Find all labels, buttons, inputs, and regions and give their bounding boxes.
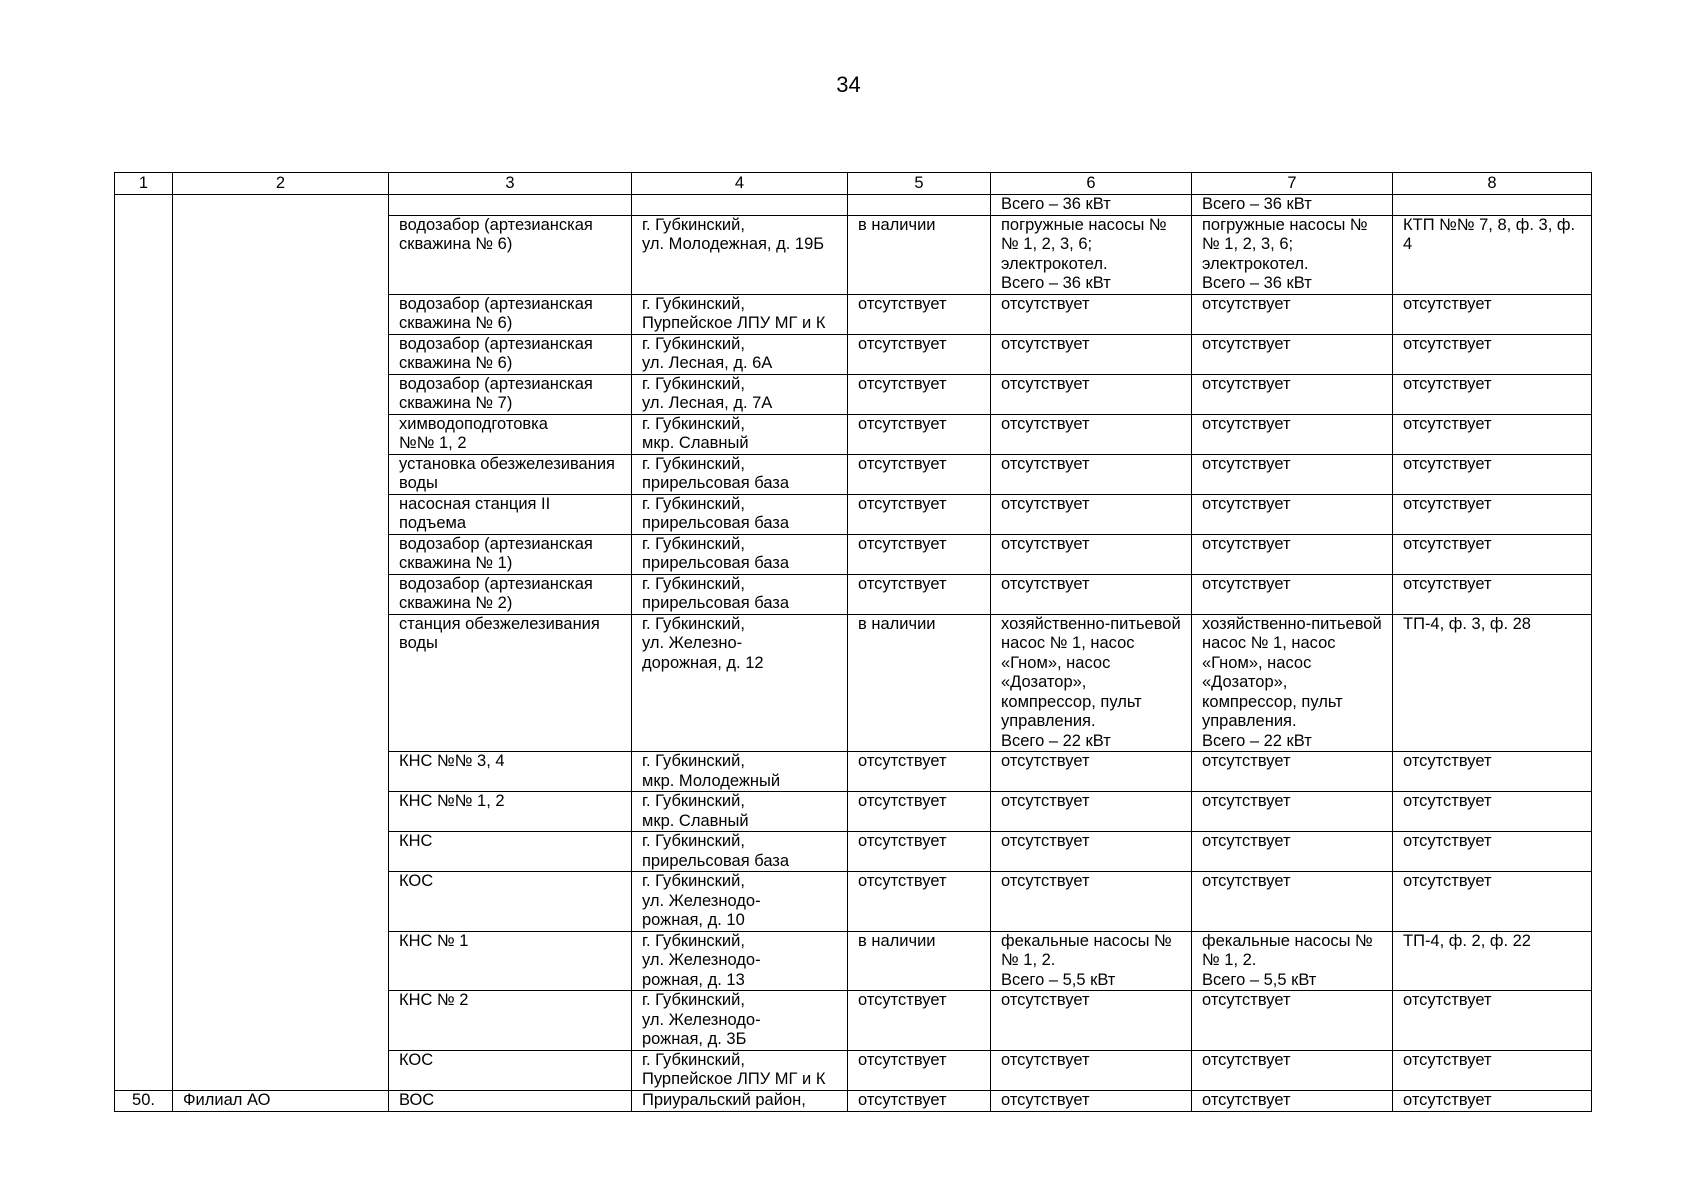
table-cell-c5: отсутствует bbox=[848, 574, 991, 614]
table-cell-c6: Всего – 36 кВт bbox=[991, 195, 1192, 216]
table-cell-c7: отсутствует bbox=[1192, 872, 1393, 932]
table-cell-c8: отсутствует bbox=[1393, 752, 1592, 792]
table-cell-c7: отсутствует bbox=[1192, 334, 1393, 374]
table-cell-c3: насосная станция II подъема bbox=[389, 494, 632, 534]
table-cell-c3: водозабор (артезианская скважина № 7) bbox=[389, 374, 632, 414]
table-cell-c5: отсутствует bbox=[848, 872, 991, 932]
table-cell-c7: отсутствует bbox=[1192, 991, 1393, 1051]
table-cell-c4: г. Губкинский, мкр. Славный bbox=[632, 414, 848, 454]
table-cell-c4: г. Губкинский, ул. Лесная, д. 7А bbox=[632, 374, 848, 414]
table-cell-c4: г. Губкинский, прирельсовая база bbox=[632, 494, 848, 534]
table-cell-c6: хозяйственно-питьевой насос № 1, насос «Гном», насос «Дозатор», компрессор, пульт управления. Всего – 22 кВт bbox=[991, 614, 1192, 752]
table-cell-c7: отсутствует bbox=[1192, 534, 1393, 574]
table-cell-c8: отсутствует bbox=[1393, 454, 1592, 494]
table-cell-c4: г. Губкинский, мкр. Молодежный bbox=[632, 752, 848, 792]
table-cell-c7: отсутствует bbox=[1192, 454, 1393, 494]
table-cell-c4: г. Губкинский, ул. Железно- дорожная, д. 12 bbox=[632, 614, 848, 752]
table-header bbox=[115, 173, 1592, 195]
table-cell-c7: отсутствует bbox=[1192, 1090, 1393, 1111]
table-cell-c8: отсутствует bbox=[1393, 991, 1592, 1051]
cell-col1-merged bbox=[115, 195, 173, 1091]
table-cell-c8: отсутствует bbox=[1393, 334, 1592, 374]
header-cell: 1 bbox=[115, 173, 173, 195]
table-cell-c8: отсутствует bbox=[1393, 1050, 1592, 1090]
table-cell-c6: отсутствует bbox=[991, 1090, 1192, 1111]
table-cell-c5: отсутствует bbox=[848, 991, 991, 1051]
table-cell-c4: г. Губкинский, прирельсовая база bbox=[632, 832, 848, 872]
table-cell-c3: установка обезжелезивания воды bbox=[389, 454, 632, 494]
table-cell-c3: водозабор (артезианская скважина № 1) bbox=[389, 534, 632, 574]
table-cell-c5: отсутствует bbox=[848, 832, 991, 872]
table-cell-c6: отсутствует bbox=[991, 872, 1192, 932]
table-cell-c5: в наличии bbox=[848, 614, 991, 752]
table-cell-c4: г. Губкинский, прирельсовая база bbox=[632, 534, 848, 574]
table-cell-c3: ВОС bbox=[389, 1090, 632, 1111]
table-cell-c5: отсутствует bbox=[848, 792, 991, 832]
table-cell-c3: КОС bbox=[389, 872, 632, 932]
table-cell-c8: отсутствует bbox=[1393, 534, 1592, 574]
table-cell-c8: отсутствует bbox=[1393, 792, 1592, 832]
table-cell-c8: КТП №№ 7, 8, ф. 3, ф. 4 bbox=[1393, 215, 1592, 294]
table-cell-c7: отсутствует bbox=[1192, 1050, 1393, 1090]
table-cell-c6: отсутствует bbox=[991, 454, 1192, 494]
table-cell-c3: КНС №№ 3, 4 bbox=[389, 752, 632, 792]
table-cell-c8: отсутствует bbox=[1393, 414, 1592, 454]
table-cell-c8: отсутствует bbox=[1393, 1090, 1592, 1111]
table-cell-c7: отсутствует bbox=[1192, 414, 1393, 454]
header-cell: 3 bbox=[389, 173, 632, 195]
table-cell-c6: отсутствует bbox=[991, 1050, 1192, 1090]
table-cell-c3: химводоподготовка №№ 1, 2 bbox=[389, 414, 632, 454]
table-cell-c3: КОС bbox=[389, 1050, 632, 1090]
table-cell-c7: погружные насосы №№ 1, 2, 3, 6; электрокотел. Всего – 36 кВт bbox=[1192, 215, 1393, 294]
table-cell-c3: КНС № 1 bbox=[389, 931, 632, 991]
table-cell-c7: отсутствует bbox=[1192, 494, 1393, 534]
table-cell-c4: г. Губкинский, ул. Молодежная, д. 19Б bbox=[632, 215, 848, 294]
table-cell-c8: отсутствует bbox=[1393, 294, 1592, 334]
table-cell-c5: отсутствует bbox=[848, 1090, 991, 1111]
table-cell-c8: отсутствует bbox=[1393, 374, 1592, 414]
table-cell-c7: отсутствует bbox=[1192, 752, 1393, 792]
table-cell-c7: фекальные насосы №№ 1, 2. Всего – 5,5 кВт bbox=[1192, 931, 1393, 991]
header-cell: 8 bbox=[1393, 173, 1592, 195]
table-cell-c8 bbox=[1393, 195, 1592, 216]
table-row bbox=[115, 195, 1592, 216]
table-cell-c2: Филиал АО bbox=[173, 1090, 389, 1111]
table-cell-c5: отсутствует bbox=[848, 414, 991, 454]
header-cell: 5 bbox=[848, 173, 991, 195]
table-cell-c1: 50. bbox=[115, 1090, 173, 1111]
table-cell-c7: Всего – 36 кВт bbox=[1192, 195, 1393, 216]
table-cell-c4: г. Губкинский, ул. Железнодо- рожная, д. 13 bbox=[632, 931, 848, 991]
table-cell-c5: отсутствует bbox=[848, 494, 991, 534]
table-cell-c6: отсутствует bbox=[991, 294, 1192, 334]
table-cell-c6: отсутствует bbox=[991, 334, 1192, 374]
table-cell-c3: КНС № 2 bbox=[389, 991, 632, 1051]
table-cell-c5: в наличии bbox=[848, 215, 991, 294]
table-cell-c7: отсутствует bbox=[1192, 792, 1393, 832]
page-number: 34 bbox=[836, 72, 861, 97]
table-cell-c4: г. Губкинский, ул. Лесная, д. 6А bbox=[632, 334, 848, 374]
cell-col2-merged bbox=[173, 195, 389, 1091]
table-cell-c3: водозабор (артезианская скважина № 6) bbox=[389, 334, 632, 374]
table-cell-c5: отсутствует bbox=[848, 1050, 991, 1090]
table-body bbox=[115, 195, 1592, 1112]
table-cell-c7: хозяйственно-питьевой насос № 1, насос «Гном», насос «Дозатор», компрессор, пульт управления. Всего – 22 кВт bbox=[1192, 614, 1393, 752]
table-cell-c7: отсутствует bbox=[1192, 574, 1393, 614]
table-cell-c3: водозабор (артезианская скважина № 6) bbox=[389, 294, 632, 334]
table-cell-c4: г. Губкинский, Пурпейское ЛПУ МГ и К bbox=[632, 1050, 848, 1090]
table-cell-c5: отсутствует bbox=[848, 454, 991, 494]
table-cell-c6: отсутствует bbox=[991, 494, 1192, 534]
header-cell: 4 bbox=[632, 173, 848, 195]
table-cell-c4: г. Губкинский, Пурпейское ЛПУ МГ и К bbox=[632, 294, 848, 334]
table-cell-c4: Приуральский район, bbox=[632, 1090, 848, 1111]
table-cell-c5: отсутствует bbox=[848, 752, 991, 792]
table-cell-c5: отсутствует bbox=[848, 374, 991, 414]
table-cell-c6: погружные насосы №№ 1, 2, 3, 6; электрокотел. Всего – 36 кВт bbox=[991, 215, 1192, 294]
table-cell-c7: отсутствует bbox=[1192, 294, 1393, 334]
table-cell-c8: отсутствует bbox=[1393, 872, 1592, 932]
header-cell: 6 bbox=[991, 173, 1192, 195]
table-cell-c3: станция обезжелезивания воды bbox=[389, 614, 632, 752]
table-cell-c6: отсутствует bbox=[991, 414, 1192, 454]
header-cell: 7 bbox=[1192, 173, 1393, 195]
table-cell-c7: отсутствует bbox=[1192, 374, 1393, 414]
table-cell-c8: отсутствует bbox=[1393, 574, 1592, 614]
table-cell-c6: отсутствует bbox=[991, 752, 1192, 792]
table-cell-c5: отсутствует bbox=[848, 294, 991, 334]
table-cell-c8: отсутствует bbox=[1393, 494, 1592, 534]
table-cell-c6: отсутствует bbox=[991, 832, 1192, 872]
table-cell-c5: отсутствует bbox=[848, 534, 991, 574]
table-cell-c4: г. Губкинский, прирельсовая база bbox=[632, 454, 848, 494]
table-cell-c8: ТП-4, ф. 2, ф. 22 bbox=[1393, 931, 1592, 991]
table-cell-c3: КНС bbox=[389, 832, 632, 872]
table-cell-c4: г. Губкинский, мкр. Славный bbox=[632, 792, 848, 832]
table-cell-c4: г. Губкинский, ул. Железнодо- рожная, д. 10 bbox=[632, 872, 848, 932]
table-cell-c3: водозабор (артезианская скважина № 6) bbox=[389, 215, 632, 294]
table-cell-c8: ТП-4, ф. 3, ф. 28 bbox=[1393, 614, 1592, 752]
table-cell-c6: отсутствует bbox=[991, 574, 1192, 614]
table-cell-c8: отсутствует bbox=[1393, 832, 1592, 872]
table-cell-c5: в наличии bbox=[848, 931, 991, 991]
table-cell-c3: водозабор (артезианская скважина № 2) bbox=[389, 574, 632, 614]
table-cell-c4 bbox=[632, 195, 848, 216]
table-cell-c6: отсутствует bbox=[991, 991, 1192, 1051]
table-cell-c6: фекальные насосы №№ 1, 2. Всего – 5,5 кВт bbox=[991, 931, 1192, 991]
table-cell-c5 bbox=[848, 195, 991, 216]
table-cell-c6: отсутствует bbox=[991, 374, 1192, 414]
table-cell-c3 bbox=[389, 195, 632, 216]
table-cell-c6: отсутствует bbox=[991, 534, 1192, 574]
table-cell-c4: г. Губкинский, ул. Железнодо- рожная, д. 3Б bbox=[632, 991, 848, 1051]
table-cell-c5: отсутствует bbox=[848, 334, 991, 374]
data-table bbox=[114, 172, 1592, 1112]
table-cell-c4: г. Губкинский, прирельсовая база bbox=[632, 574, 848, 614]
table-cell-c3: КНС №№ 1, 2 bbox=[389, 792, 632, 832]
table-row bbox=[115, 1090, 1592, 1111]
table-cell-c6: отсутствует bbox=[991, 792, 1192, 832]
header-cell: 2 bbox=[173, 173, 389, 195]
table-cell-c7: отсутствует bbox=[1192, 832, 1393, 872]
